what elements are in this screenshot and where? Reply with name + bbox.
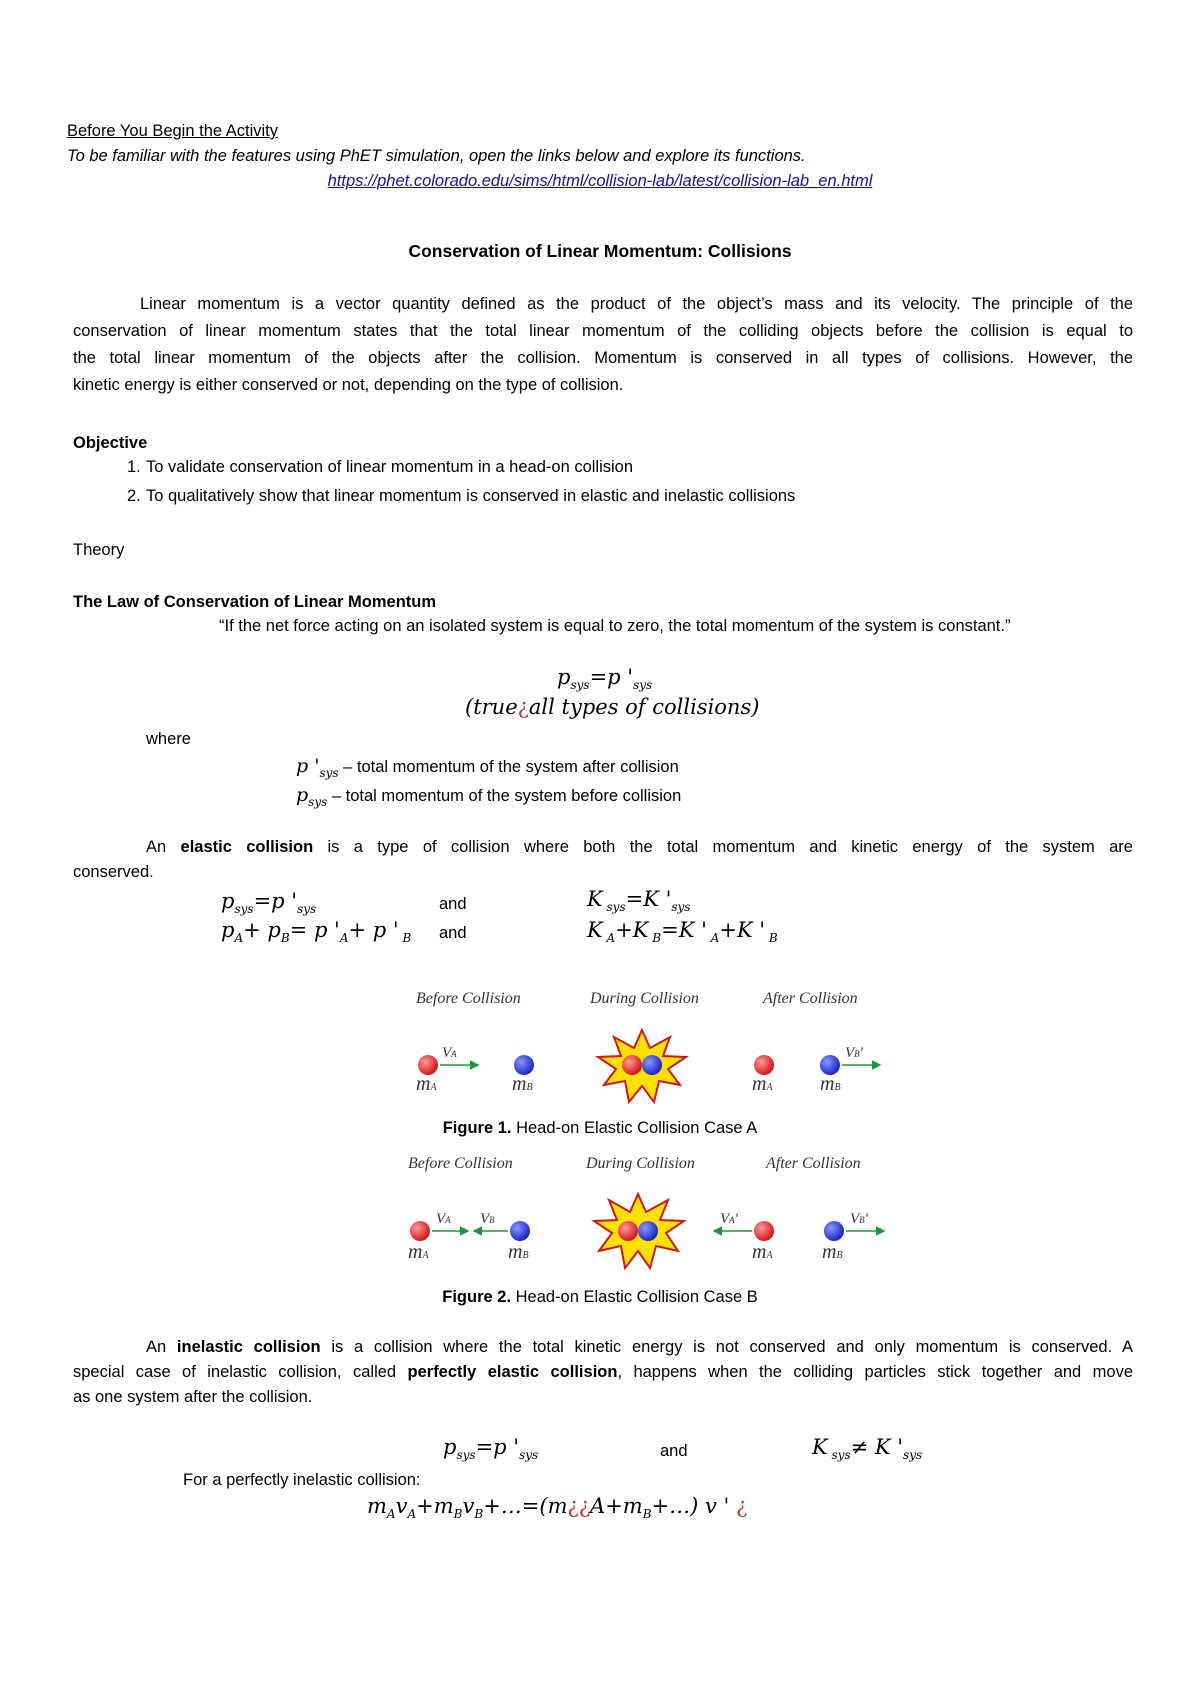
inelastic-eq-1: $p_{sys}=p$ '$_{sys}$ — [443, 1435, 539, 1463]
figure-2-caption: Figure 2. Head-on Elastic Collision Case B — [442, 1288, 758, 1306]
ball-b-icon — [510, 1221, 530, 1241]
figure-2-diagram — [380, 1150, 920, 1285]
ball-a-icon — [418, 1055, 438, 1075]
and-label: and — [660, 1442, 688, 1460]
before-heading: Before You Begin the Activity — [67, 122, 278, 140]
svg-text:mB: mB — [508, 1241, 529, 1263]
inelastic-eq-2: K $_{sys}$≠ K '$_{sys}$ — [812, 1435, 923, 1463]
intro-line: the total linear momentum of the objects after the collision. Momentum is conserved in all types of collisions. However, the — [73, 349, 1133, 367]
main-equation: $p_{sys}=p$ '$_{sys}$ — [557, 665, 653, 693]
objective-num: 1. — [127, 458, 141, 476]
svg-text:mB: mB — [820, 1073, 841, 1095]
figure-label: After Collision — [766, 1155, 861, 1172]
ball-b-icon — [514, 1055, 534, 1075]
definition-before: $p_{sys}$ – total momentum of the system before collision — [296, 784, 682, 809]
figure-label: During Collision — [590, 990, 699, 1007]
svg-text:VB': VB' — [845, 1045, 863, 1061]
intro-line: Linear momentum is a vector quantity defined as the product of the object’s mass and its velocity. The principle of the — [140, 295, 1133, 313]
objective-num: 2. — [127, 487, 141, 505]
figure-label: After Collision — [763, 990, 858, 1007]
svg-text:VA: VA — [436, 1211, 451, 1227]
definition-after: p '$_{sys}$ – total momentum of the system after collision — [296, 755, 679, 780]
svg-text:VB': VB' — [850, 1211, 868, 1227]
ball-b-icon — [638, 1221, 658, 1241]
svg-text:mA: mA — [416, 1073, 437, 1095]
elastic-eq-3: $p_A+ p_B= p$ '$_A+ p$ ' $_B$ — [221, 918, 412, 946]
elastic-eq-4: K $_A$+K $_B$=K ' $_A$+K ' $_B$ — [587, 918, 778, 946]
ball-b-icon — [820, 1055, 840, 1075]
theory-heading: Theory — [73, 541, 125, 559]
intro-line: conservation of linear momentum states that the total linear momentum of the colliding objects before the collision is equal to — [73, 322, 1133, 340]
ball-a-icon — [754, 1055, 774, 1075]
svg-text:mA: mA — [752, 1073, 773, 1095]
svg-text:mB: mB — [822, 1241, 843, 1263]
law-heading: The Law of Conservation of Linear Momentum — [73, 593, 437, 611]
elastic-paragraph: An elastic collision is a type of collision where both the total momentum and kinetic energy of the system are conserved. — [73, 838, 1133, 881]
figure-label: During Collision — [586, 1155, 695, 1172]
perfect-inelastic-eq: $m_Av_A+m_Bv_B+\dots=(m¿¿A+m_B+\dots)$ v ' ¿ — [367, 1494, 748, 1522]
objective-heading: Objective — [73, 434, 148, 452]
ball-a-icon — [622, 1055, 642, 1075]
figure-label: Before Collision — [408, 1155, 513, 1172]
equation-note: (true¿all types of collisions) — [465, 695, 760, 719]
ball-a-icon — [410, 1221, 430, 1241]
inelastic-paragraph: An inelastic collision is a collision where the total kinetic energy is not conserved and only momentum is conserved. A special case of inelastic collision, called perfectly elastic collision, happens when the colliding particles stick together and move as one system after the collision. — [73, 1338, 1133, 1406]
objective-item: To validate conservation of linear momentum in a head-on collision — [146, 458, 634, 476]
figure-label: Before Collision — [416, 990, 521, 1007]
ball-b-icon — [642, 1055, 662, 1075]
ball-a-icon — [618, 1221, 638, 1241]
instruction-text: To be familiar with the features using PhET simulation, open the links below and explore its functions. — [67, 147, 806, 165]
svg-text:mB: mB — [512, 1073, 533, 1095]
svg-text:mA: mA — [752, 1241, 773, 1263]
svg-text:VA': VA' — [720, 1211, 738, 1227]
figure-1-caption: Figure 1. Head-on Elastic Collision Case A — [442, 1119, 758, 1137]
svg-text:VB: VB — [480, 1211, 495, 1227]
and-label: and — [439, 924, 467, 942]
elastic-eq-2: K $_{sys}$=K '$_{sys}$ — [587, 887, 691, 915]
perfect-inelastic-label: For a perfectly inelastic collision: — [183, 1471, 421, 1489]
where-label: where — [146, 730, 191, 748]
intro-line: kinetic energy is either conserved or not, depending on the type of collision. — [73, 376, 624, 394]
phet-link[interactable]: https://phet.colorado.edu/sims/html/collision-lab/latest/collision-lab_en.html — [327, 172, 873, 190]
svg-text:VA: VA — [442, 1045, 457, 1061]
page-title: Conservation of Linear Momentum: Collisions — [408, 241, 792, 261]
ball-b-icon — [824, 1221, 844, 1241]
svg-text:mA: mA — [408, 1241, 429, 1263]
burst-icon — [598, 1030, 686, 1102]
elastic-eq-1: $p_{sys}=p$ '$_{sys}$ — [221, 889, 317, 917]
ball-a-icon — [754, 1221, 774, 1241]
and-label: and — [439, 895, 467, 913]
objective-item: To qualitatively show that linear momentum is conserved in elastic and inelastic collisions — [146, 487, 796, 505]
figure-1-diagram — [380, 985, 920, 1115]
law-quote: “If the net force acting on an isolated system is equal to zero, the total momentum of the system is constant.” — [219, 617, 1011, 635]
intro-paragraph — [73, 291, 1133, 399]
